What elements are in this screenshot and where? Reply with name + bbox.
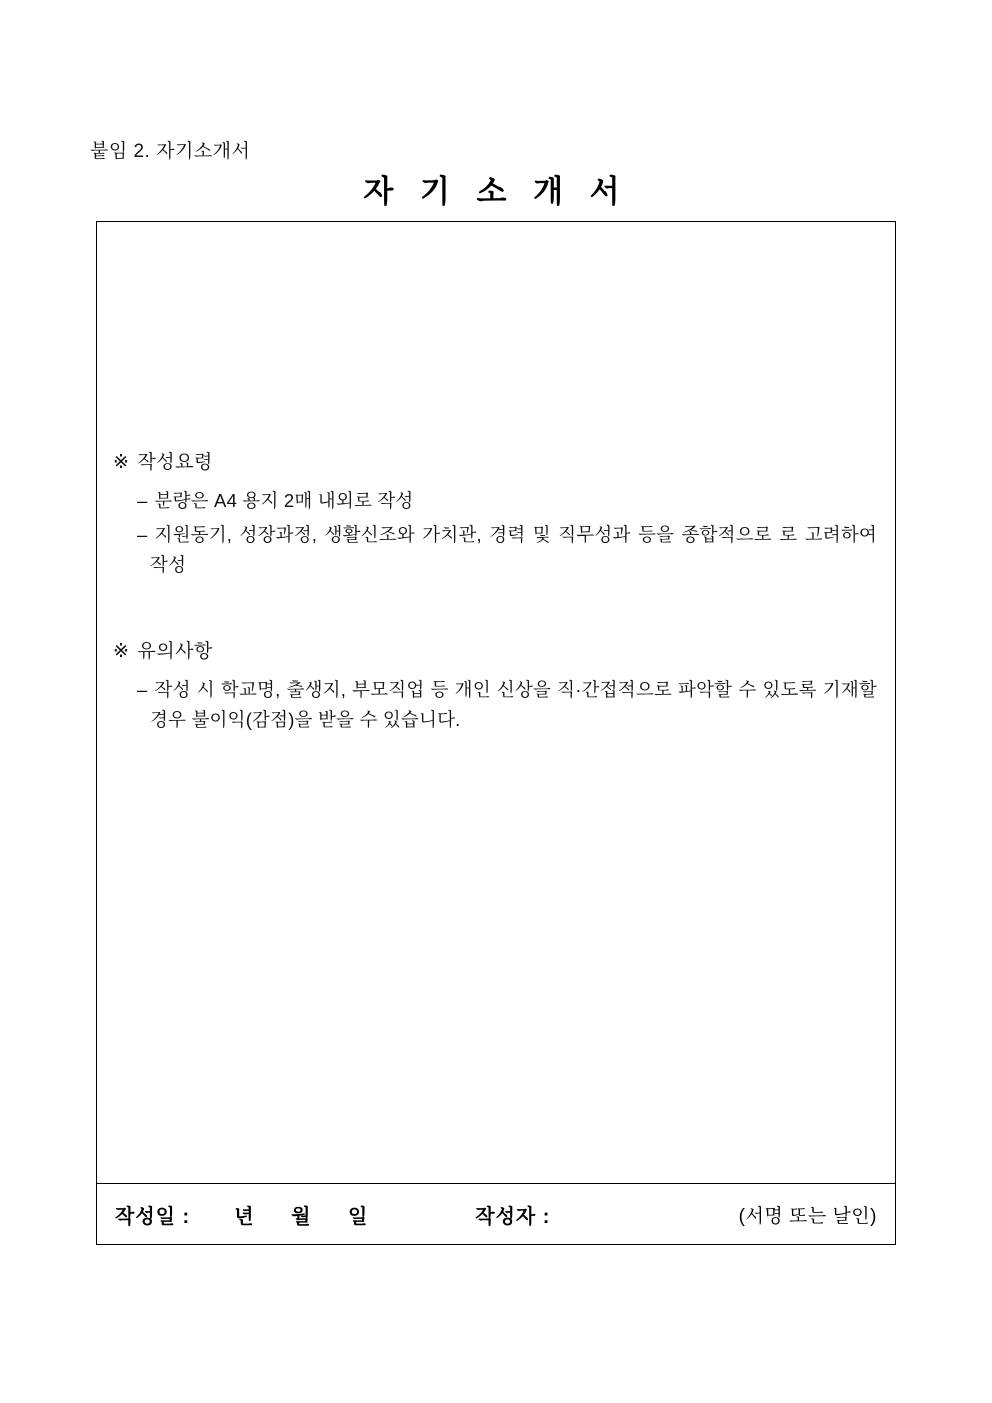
writer-label: 작성자 : [475,1205,551,1228]
guide-heading-label: 유의사항 [137,641,213,662]
reference-mark-icon: ※ [113,641,130,662]
signature-note: (서명 또는 날인) [738,1205,877,1227]
self-introduction-form-box [96,221,896,1245]
guide-item-text: 지원동기, 성장과정, 생활신조와 가치관, 경력 및 직무성과 등을 종합적으로 로 고려하여 작성 [150,523,877,575]
guide-block-cautions [113,636,877,739]
date-units-label: 년 월 일 [234,1205,384,1228]
reference-mark-icon: ※ [113,452,130,473]
guide-item [137,486,877,516]
guide-item-text: 작성 시 학교명, 출생지, 부모직업 등 개인 신상을 직·간접적으로 파악할 수 있도록 기재할 경우 불이익(감점)을 받을 수 있습니다. [150,679,877,730]
dash-icon: – [137,490,148,511]
writer-field[interactable] [475,1200,550,1229]
date-field[interactable] [97,1200,383,1229]
guide-heading-writing-instructions [113,447,877,474]
writing-area[interactable] [97,222,895,1183]
guide-heading-label: 작성요령 [137,452,213,473]
dash-icon: – [137,679,148,700]
date-label: 작성일 : [115,1205,191,1228]
guide-item-text: 분량은 A4 용지 2매 내외로 작성 [154,490,414,511]
dash-icon: – [137,523,148,545]
guide-item [137,520,877,580]
page-title: 자 기 소 개 서 [363,174,629,209]
form-footer [97,1183,895,1244]
guide-block-writing-instructions [113,447,877,584]
guide-heading-cautions [113,636,877,663]
guide-item [137,675,877,735]
attachment-label: 붙임 2. 자기소개서 [90,141,251,162]
